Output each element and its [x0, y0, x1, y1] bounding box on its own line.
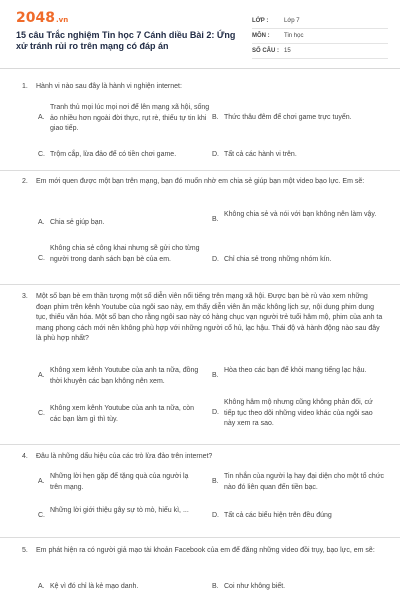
- option-letter: A.: [38, 372, 45, 379]
- option-text: Không xem kênh Youtube của anh ta nữa, đồng thời khuyên các bạn không nên xem.: [50, 367, 199, 385]
- option-letter: D.: [212, 151, 219, 158]
- option-letter: D.: [212, 256, 219, 263]
- option-text: Tất cả các hành vi trên.: [224, 151, 297, 158]
- info-row-count: [252, 44, 388, 59]
- option-letter: A.: [38, 583, 45, 590]
- option-text: Kệ vì đó chỉ là kẻ mạo danh.: [50, 583, 139, 590]
- question-5: [22, 546, 384, 557]
- option-text: Những lời giới thiệu gây sự tò mò, hiếu kì, ...: [50, 507, 189, 514]
- question-text: Em phát hiện ra có người giả mạo tài khoản Facebook của em để đăng những video đồi trụy, bạo lực, em sẽ:: [36, 547, 375, 554]
- question-text: Hành vi nào sau đây là hành vi nghiện internet:: [36, 83, 182, 90]
- question-number: 3.: [22, 293, 28, 300]
- question-number: 4.: [22, 453, 28, 460]
- option-text: Những lời hẹn gặp để tặng quà của người lạ trên mạng.: [50, 473, 189, 491]
- option-letter: D.: [212, 512, 219, 519]
- option-letter: D.: [212, 409, 219, 416]
- option-text: Không chia sẻ công khai nhưng sẽ gửi cho từng người trong danh sách bạn bè của em.: [50, 245, 200, 263]
- option-text: Hòa theo các bạn để khỏi mang tiếng lạc hậu.: [224, 367, 367, 374]
- info-value: Lớp 7: [284, 18, 300, 24]
- info-row-subject: [252, 29, 388, 44]
- option-text: Trộm cắp, lừa đảo để có tiền chơi game.: [50, 151, 177, 158]
- option-letter: B.: [212, 372, 219, 379]
- question-number: 1.: [22, 83, 28, 90]
- logo-number: 2048: [16, 10, 55, 26]
- option-text: Không xem kênh Youtube của anh ta nữa, còn các bạn làm gì thì tùy.: [50, 405, 195, 423]
- logo-suffix: .vn: [55, 16, 69, 24]
- question-4: [22, 452, 384, 463]
- option-letter: B.: [212, 478, 219, 485]
- divider: [0, 170, 400, 171]
- question-1: [22, 82, 384, 93]
- info-label: LỚP :: [252, 18, 269, 24]
- option-text: Chỉ chia sẻ trong những nhóm kín.: [224, 256, 332, 263]
- option-letter: B.: [212, 216, 219, 223]
- question-2: [22, 177, 384, 188]
- option-text: Không chia sẻ và nói với bạn không nên làm vậy.: [224, 211, 377, 218]
- page-title: 15 câu Trắc nghiệm Tin học 7 Cánh diều Bài 2: Ứng xử tránh rủi ro trên mạng có đáp án: [16, 30, 236, 51]
- question-number: 2.: [22, 178, 28, 185]
- header: [0, 0, 400, 69]
- option-text: Coi như không biết.: [224, 583, 286, 590]
- option-letter: A.: [38, 114, 45, 121]
- option-text: Tất cả các biểu hiện trên đều đúng: [224, 512, 332, 519]
- option-text: Tin nhắn của người lạ hay đại diện cho một tổ chức nào đó liên quan đến tiền bạc.: [224, 473, 385, 491]
- option-letter: C.: [38, 255, 45, 262]
- info-row-class: [252, 14, 388, 29]
- question-text: Một số bạn bè em thần tượng một số diễn viên nổi tiếng trên mạng xã hội. Được bạn bè rủ vào xem những đoạn phim trên kênh Youtube của ngôi sao này, em thấy diễn viên ăn mặc không lịch sự, nội dung phim dung tục, thiếu văn hóa. Một số bạn cho rằng ngôi sao này có hàng chục vạn người trẻ tuổi hâm mộ, phim của anh ta mang phong cách mới nên không phù hợp với những người cổ hủ, lạc hậu. Thái độ và hành động nào sau đây là phù hợp nhất?: [36, 293, 383, 342]
- option-letter: C.: [38, 512, 45, 519]
- divider: [0, 444, 400, 445]
- question-text: Em mới quen được một bạn trên mạng, bạn đó muốn nhờ em chia sẻ giúp bạn một video bạo lực. Em sẽ:: [36, 178, 365, 185]
- info-label: SỐ CÂU :: [252, 48, 279, 54]
- info-value: 15: [284, 48, 291, 54]
- question-3: [22, 292, 384, 345]
- question-text: Đâu là những dấu hiệu của các trò lừa đảo trên internet?: [36, 453, 213, 460]
- option-text: Tranh thủ mọi lúc mọi nơi để lên mạng xã hội, sống ảo nhiều hơn ngoài đời thực, rụt rè, thiếu tự tin khi giao tiếp.: [50, 104, 210, 132]
- option-text: Thức thâu đêm để chơi game trực tuyến.: [224, 114, 352, 121]
- option-letter: C.: [38, 151, 45, 158]
- divider: [0, 537, 400, 538]
- option-letter: C.: [38, 410, 45, 417]
- option-text: Chia sẻ giúp bạn.: [50, 219, 105, 226]
- site-logo[interactable]: [16, 10, 68, 26]
- divider: [0, 284, 400, 285]
- option-text: Không hâm mộ nhưng cũng không phản đối, cứ tiếp tục theo dõi những video khác của ngôi sao này xem ra sao.: [224, 399, 373, 427]
- option-letter: B.: [212, 114, 219, 121]
- option-letter: A.: [38, 219, 45, 226]
- option-letter: B.: [212, 583, 219, 590]
- option-letter: A.: [38, 478, 45, 485]
- question-number: 5.: [22, 547, 28, 554]
- info-table: [252, 14, 388, 59]
- info-value: Tin học: [284, 33, 304, 39]
- info-label: MÔN :: [252, 33, 270, 39]
